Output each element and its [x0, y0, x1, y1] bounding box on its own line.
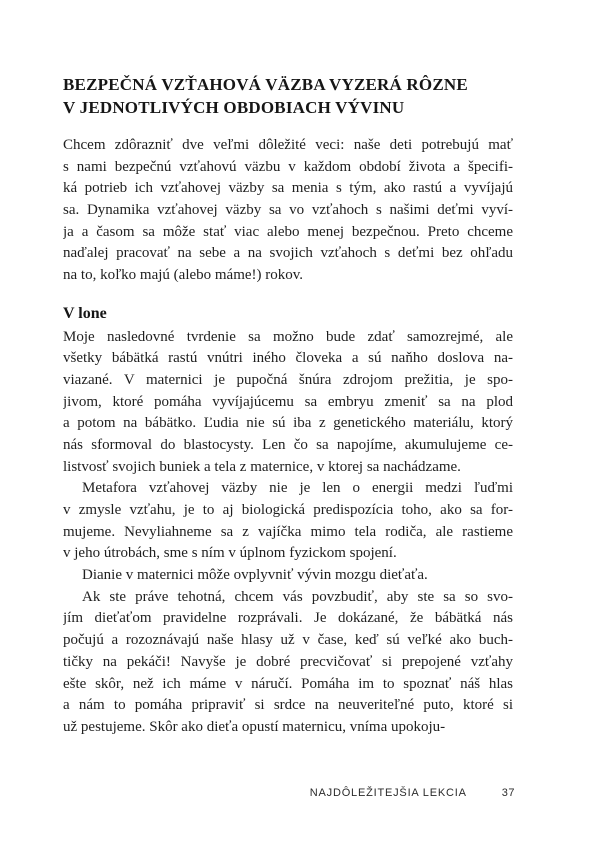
text-line: a potom na bábätko. Ľudia nie sú iba z genetického materiálu, ktorý — [63, 415, 513, 432]
paragraph — [63, 478, 513, 565]
text-line: mujeme. Nevyliahneme sa z vajíčka mimo tela rodiča, ale rastieme — [63, 523, 513, 540]
heading-line-1: BEZPEČNÁ VZŤAHOVÁ VÄZBA VYZERÁ RÔZNE — [63, 75, 468, 94]
paragraph — [63, 327, 513, 479]
text-line: s nami bezpečnú vzťahovú väzbu v každom období života a špecifi- — [63, 158, 513, 175]
text-line: jím dieťaťom pravidelne rozprávali. Je dokázané, že bábätká nás — [63, 610, 513, 627]
section-subheading: V lone — [63, 304, 107, 322]
page-footer — [63, 787, 515, 799]
footer-chapter-label: NAJDÔLEŽITEJŠIA LEKCIA — [309, 787, 467, 799]
text-line: a nám to pomáha pripraviť si srdce na neuveriteľné puto, ktoré si — [63, 697, 513, 714]
body-text — [63, 135, 513, 739]
text-line: naďalej pracovať na sebe a na svojich vzťahoch s deťmi bez ohľadu — [63, 245, 513, 262]
text-line: Chcem zdôrazniť dve veľmi dôležité veci: naše deti potrebujú mať — [63, 137, 513, 153]
text-line: jivom, ktoré pomáha vyvíjajúcemu sa embryu zmeniť sa na plod — [63, 393, 513, 410]
text-line: Dianie v maternici môže ovplyvniť vývin mozgu dieťaťa. — [82, 567, 428, 584]
paragraph — [63, 565, 513, 587]
text-line: už pestujeme. Skôr ako dieťa opustí maternicu, vníma upokoju- — [63, 718, 446, 735]
text-line: ja a časom sa môže stať viac alebo menej bezpečnou. Preto chceme — [63, 223, 513, 240]
footer-page-number: 37 — [501, 787, 515, 799]
text-line: na to, koľko majú (alebo máme!) rokov. — [63, 267, 304, 284]
text-line: ká potrieb ich vzťahovej väzby sa menia s tým, ako rastú a vyvíjajú — [63, 180, 513, 197]
text-line: v jeho útrobách, sme s ním v úplnom fyzickom spojení. — [63, 545, 397, 562]
text-line: tičky na pekáči! Navyše je dobré precvičovať si prepojené vzťahy — [63, 653, 513, 670]
text-line: listvosť svojich buniek a tela z maternice, v ktorej sa nachádzame. — [63, 458, 461, 475]
text-line: Ak ste práve tehotná, chcem vás povzbudiť, aby ste sa so svo- — [82, 588, 513, 605]
text-line: viazané. V maternici je pupočná šnúra zdrojom prežitia, je spo- — [63, 371, 513, 388]
paragraph — [63, 135, 513, 287]
text-line: sa. Dynamika vzťahovej väzby sa vo vzťahoch s našimi deťmi vyví- — [63, 202, 513, 219]
text-line: v zmysle vzťahu, je to aj biologická predispozícia toho, ako sa for- — [63, 502, 513, 519]
text-line: počujú a rozoznávajú naše hlasy už v čase, keď sú veľké ako buch- — [63, 632, 513, 649]
text-line: Moje nasledovné tvrdenie sa možno bude zdať samozrejmé, ale — [63, 328, 513, 345]
chapter-heading — [63, 73, 513, 119]
heading-line-2: V JEDNOTLIVÝCH OBDOBIACH VÝVINU — [63, 98, 405, 117]
text-line: Metafora vzťahovej väzby nie je len o energii medzi ľuďmi — [82, 480, 513, 497]
page-content — [63, 73, 513, 739]
paragraph — [63, 587, 513, 739]
text-line: ešte skôr, než ich máme v náručí. Pomáha im to spoznať náš hlas — [63, 675, 513, 692]
text-line: nás sformoval do blastocysty. Len čo sa napojíme, akumulujeme ce- — [63, 436, 513, 453]
text-line: všetky bábätká rastú vnútri iného človeka a sú naňho doslova na- — [63, 350, 513, 367]
